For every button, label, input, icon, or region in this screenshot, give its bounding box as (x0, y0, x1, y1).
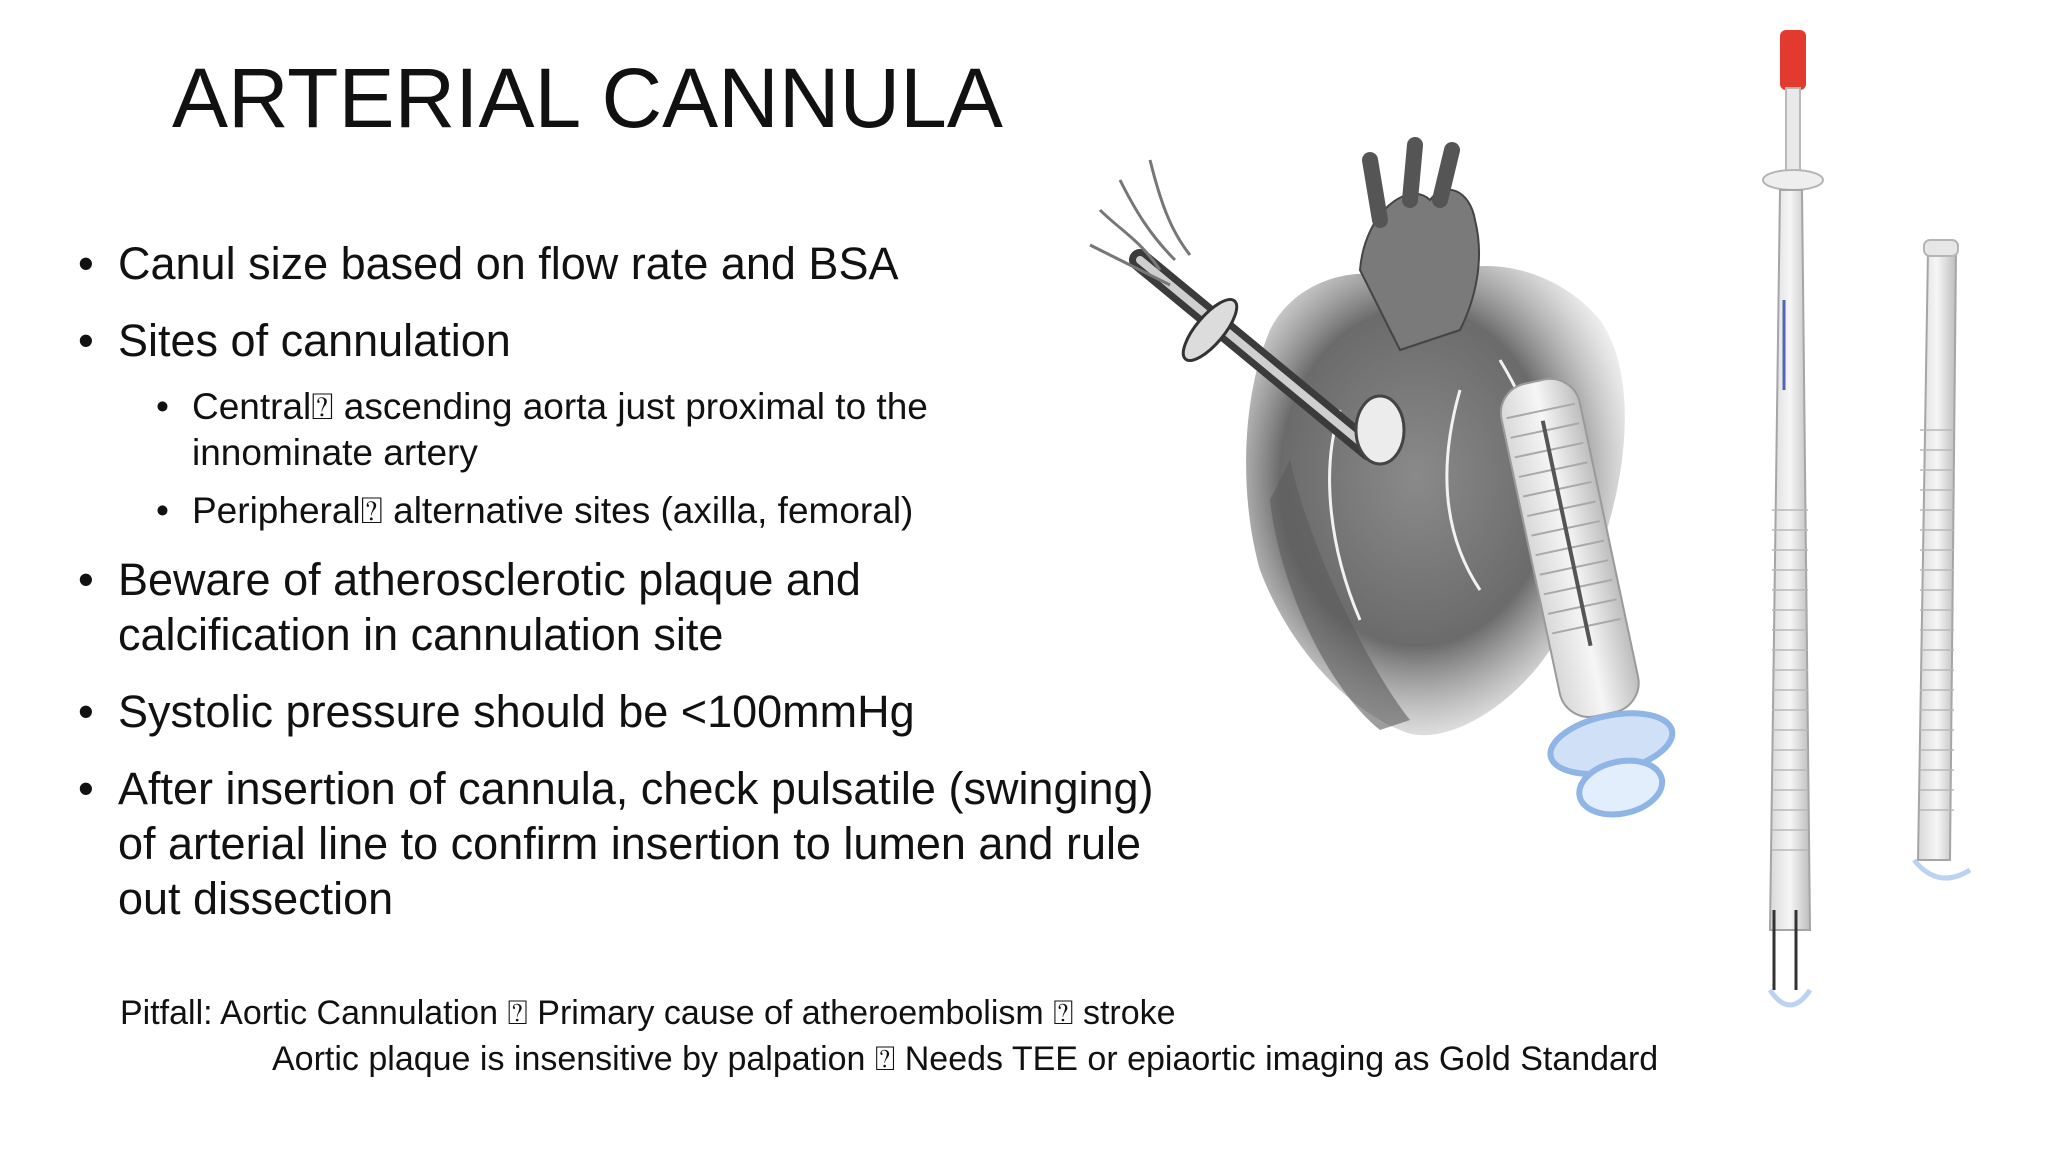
bullet-list (78, 236, 1158, 948)
bullet-marker: • (156, 490, 169, 531)
bullet-text: Canul size based on flow rate and BSA (118, 238, 899, 289)
bullet-text: Beware of atherosclerotic plaque and calcification in cannulation site (118, 554, 861, 660)
arterial-cannulas-photo (1474, 30, 1970, 1005)
sub-bullet-item (156, 488, 1158, 534)
sub-bullet-list (78, 384, 1158, 534)
bullet-text: Systolic pressure should be <100mmHg (118, 686, 915, 737)
pitfall-line-2: Aortic plaque is insensitive by palpation ⍰ Needs TEE or epiaortic imaging as Gold Standard (272, 1040, 1659, 1078)
bullet-marker: • (78, 763, 94, 814)
slide-title: ARTERIAL CANNULA (172, 51, 1003, 145)
bullet-text: After insertion of cannula, check pulsatile (swinging) of arterial line to confirm insertion to lumen and rule out dissection (118, 763, 1154, 924)
bullet-item (78, 552, 958, 662)
bullet-item (78, 761, 1158, 926)
bullet-item (78, 684, 1158, 739)
bullet-marker: • (156, 386, 169, 427)
bullet-text: Central⍰ ascending aorta just proximal to the innominate artery (192, 386, 928, 473)
bullet-item (78, 313, 1158, 368)
thin-cannula (1914, 240, 1970, 878)
bullet-marker: • (78, 238, 94, 289)
bullet-text: Peripheral⍰ alternative sites (axilla, femoral) (192, 490, 914, 531)
bullet-marker: • (78, 686, 94, 737)
bullet-marker: • (78, 554, 94, 605)
bullet-text: Sites of cannulation (118, 315, 511, 366)
bullet-marker: • (78, 315, 94, 366)
figure-illustration (1080, 30, 2048, 1040)
long-cannula-with-red-cap (1763, 30, 1823, 1005)
sub-bullet-item (156, 384, 1022, 476)
bullet-item (78, 236, 1158, 291)
pitfall-line-1: Pitfall: Aortic Cannulation ⍰ Primary cause of atheroembolism ⍰ stroke (120, 994, 1176, 1032)
